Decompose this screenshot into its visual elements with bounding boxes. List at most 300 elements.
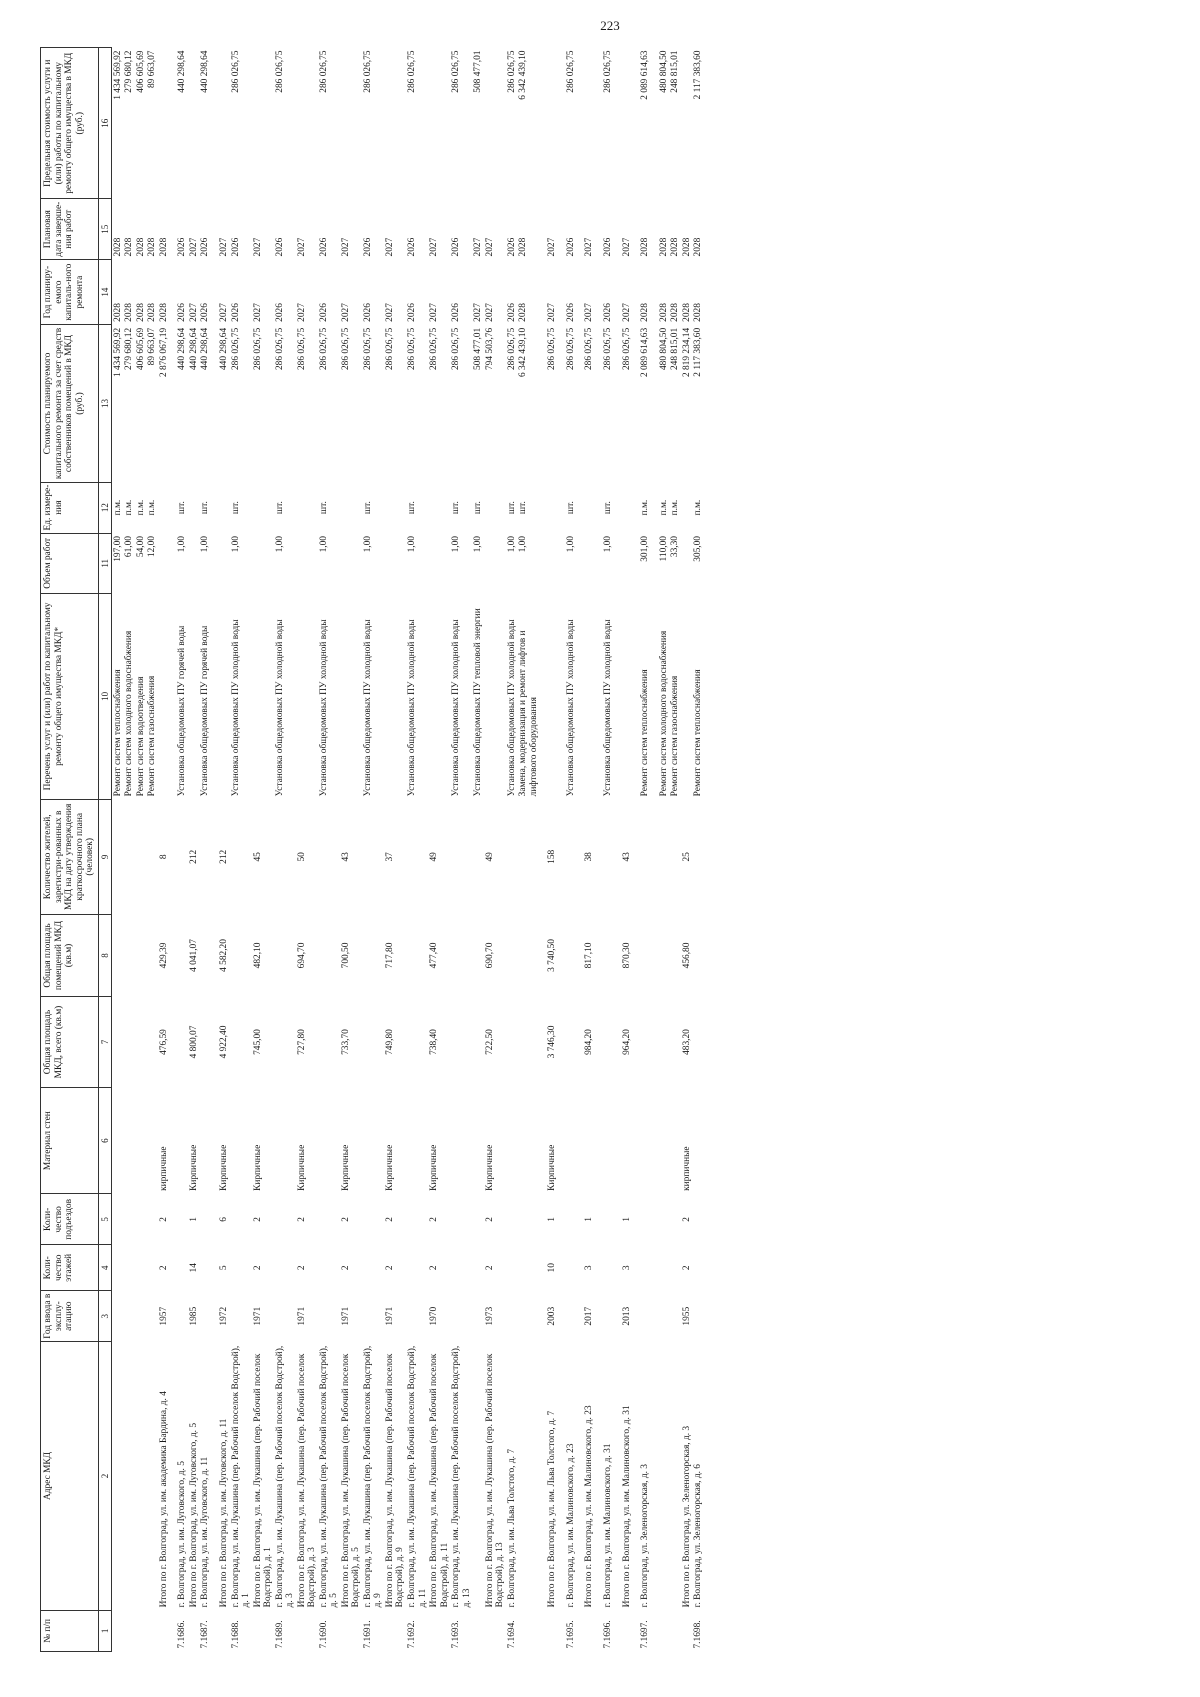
total-area-cell xyxy=(111,997,123,1088)
total-area-cell: 4 922,40 xyxy=(218,1025,229,1059)
header-row xyxy=(41,48,99,1652)
wall-material-cell xyxy=(111,1087,123,1194)
work-type-cell xyxy=(340,594,362,800)
cost-cell: 286 026,75 xyxy=(621,327,632,370)
residents-cell: 38 xyxy=(584,852,595,862)
limit-cost-cell: 286 026,75 xyxy=(602,50,613,93)
row-number: 7.1688. xyxy=(230,1620,241,1649)
column-number: 3 xyxy=(98,1291,111,1342)
unit-cell xyxy=(296,482,318,533)
floors-cell xyxy=(199,1245,211,1291)
planned-year-cell: 2026 xyxy=(407,303,418,322)
floors-cell xyxy=(472,1245,484,1291)
entrances-cell xyxy=(318,1194,340,1245)
total-area-cell xyxy=(450,997,472,1088)
address-cell xyxy=(651,1342,670,1611)
planned-year-cell: 2028 xyxy=(124,303,135,322)
entrances-cell xyxy=(692,1194,704,1245)
wall-material-cell: Кирпичные xyxy=(252,1144,263,1191)
work-type-cell xyxy=(484,594,506,800)
entrances-cell xyxy=(595,1194,614,1245)
entrances-cell: 2 xyxy=(340,1217,351,1222)
table-row xyxy=(252,48,274,1652)
work-type-cell xyxy=(428,594,450,800)
wall-material-cell xyxy=(230,1087,252,1194)
total-area-cell xyxy=(558,997,577,1088)
residents-cell: 212 xyxy=(188,849,199,864)
entrances-cell xyxy=(169,1194,188,1245)
row-number: 7.1695. xyxy=(565,1620,576,1649)
planned-year-cell: 2027 xyxy=(296,303,307,322)
limit-cost-cell xyxy=(614,48,633,199)
floors-cell xyxy=(230,1245,252,1291)
residents-cell xyxy=(472,799,484,914)
work-type-cell: Установка общедомовых ПУ холодной воды xyxy=(318,619,329,797)
residents-cell: 43 xyxy=(340,852,351,862)
work-type-cell: Ремонт систем теплоснабжения xyxy=(112,669,123,797)
address-cell: г. Волгоград, ул. им. Льва Толстого, д. 7 xyxy=(506,1448,517,1608)
table-row xyxy=(406,48,428,1652)
table-row xyxy=(428,48,450,1652)
table-row xyxy=(146,48,158,1652)
residents-cell xyxy=(123,799,135,914)
column-number: 11 xyxy=(98,533,111,594)
premises-area-cell xyxy=(274,914,296,996)
work-type-cell xyxy=(296,594,318,800)
table-row xyxy=(692,48,704,1652)
premises-area-cell: 694,70 xyxy=(296,942,307,969)
address-cell xyxy=(472,1342,484,1611)
table-row xyxy=(384,48,406,1652)
limit-cost-cell xyxy=(211,48,230,199)
volume-cell xyxy=(158,533,170,594)
unit-cell: шт. xyxy=(362,501,373,515)
floors-cell: 2 xyxy=(484,1265,495,1271)
premises-area-cell xyxy=(123,914,135,996)
residents-cell: 50 xyxy=(296,852,307,862)
wall-material-cell xyxy=(517,1087,539,1194)
total-area-cell xyxy=(135,997,147,1088)
planned-year-cell: 2026 xyxy=(177,303,188,322)
premises-area-cell xyxy=(146,914,158,996)
year-cell xyxy=(472,1291,484,1342)
work-type-cell: Установка общедомовых ПУ холодной воды xyxy=(407,619,418,797)
completion-year-cell: 2027 xyxy=(584,237,595,257)
column-number: 15 xyxy=(98,199,111,260)
premises-area-cell xyxy=(450,914,472,996)
limit-cost-cell xyxy=(296,48,318,199)
premises-area-cell: 429,39 xyxy=(158,942,169,969)
planned-year-cell: 2027 xyxy=(340,303,351,322)
table-header xyxy=(41,48,112,1652)
residents-cell xyxy=(111,799,123,914)
table-row xyxy=(274,48,296,1652)
total-area-cell xyxy=(318,997,340,1088)
table-row xyxy=(576,48,595,1652)
address-cell: Итого по г. Волгоград, ул. им. Малиновского, д. 31 xyxy=(621,1405,632,1608)
completion-year-cell: 2027 xyxy=(473,237,484,257)
address-cell: г. Волгоград, ул. им. Лукашина (пер. Рабочий поселок Водстрой), д. 3 xyxy=(274,1345,296,1608)
address-cell xyxy=(669,1342,681,1611)
volume-cell xyxy=(296,533,318,594)
row-number xyxy=(484,1610,506,1651)
residents-cell: 45 xyxy=(252,852,263,862)
unit-cell: шт. xyxy=(565,501,576,515)
column-number: 9 xyxy=(98,799,111,914)
year-cell: 1971 xyxy=(296,1306,307,1326)
premises-area-cell xyxy=(199,914,211,996)
work-type-cell: Установка общедомовых ПУ холодной воды xyxy=(274,619,285,797)
total-area-cell xyxy=(169,997,188,1088)
work-type-cell: Установка общедомовых ПУ холодной воды xyxy=(451,619,462,797)
residents-cell xyxy=(669,799,681,914)
premises-area-cell xyxy=(472,914,484,996)
rotated-table-container xyxy=(40,47,1140,1652)
planned-year-cell: 2028 xyxy=(670,303,681,322)
row-number xyxy=(669,1610,681,1651)
total-area-cell xyxy=(632,997,651,1088)
wall-material-cell xyxy=(692,1087,704,1194)
table-row xyxy=(595,48,614,1652)
volume-cell xyxy=(340,533,362,594)
floors-cell xyxy=(632,1245,651,1291)
column-header: Объем работ xyxy=(41,533,99,594)
volume-cell xyxy=(614,533,633,594)
table-row xyxy=(296,48,318,1652)
residents-cell xyxy=(135,799,147,914)
year-cell xyxy=(362,1291,384,1342)
table-body xyxy=(111,48,703,1652)
table-row xyxy=(111,48,123,1652)
premises-area-cell: 717,80 xyxy=(384,942,395,969)
table-row xyxy=(188,48,200,1652)
year-cell: 1985 xyxy=(188,1306,199,1326)
total-area-cell: 722,50 xyxy=(484,1029,495,1055)
address-cell: Итого по г. Волгоград, ул. им. Льва Толстого, д. 7 xyxy=(547,1410,558,1608)
cost-cell: 286 026,75 xyxy=(296,327,307,370)
work-type-cell xyxy=(384,594,406,800)
volume-cell: 1,00 xyxy=(518,536,529,553)
limit-cost-cell: 286 026,75 xyxy=(451,50,462,93)
completion-year-cell: 2028 xyxy=(147,237,158,257)
entrances-cell xyxy=(230,1194,252,1245)
limit-cost-cell: 286 026,75 xyxy=(230,50,241,93)
residents-cell xyxy=(406,799,428,914)
year-cell xyxy=(230,1291,252,1342)
unit-cell xyxy=(211,482,230,533)
row-number xyxy=(681,1610,693,1651)
cost-cell: 440 298,64 xyxy=(218,327,229,370)
total-area-cell xyxy=(123,997,135,1088)
unit-cell: п.м. xyxy=(658,499,669,516)
completion-year-cell: 2028 xyxy=(124,237,135,257)
limit-cost-cell: 480 804,50 xyxy=(658,50,669,93)
limit-cost-cell: 2 089 614,63 xyxy=(640,50,651,100)
cost-cell: 286 026,75 xyxy=(362,327,373,370)
work-type-cell: Установка общедомовых ПУ холодной воды xyxy=(362,619,373,797)
wall-material-cell xyxy=(632,1087,651,1194)
volume-cell: 1,00 xyxy=(200,536,211,553)
floors-cell xyxy=(146,1245,158,1291)
year-cell: 1971 xyxy=(252,1306,263,1326)
row-number: 7.1696. xyxy=(602,1620,613,1649)
column-number-row xyxy=(98,48,111,1652)
premises-area-cell: 4 041,07 xyxy=(188,939,199,972)
limit-cost-cell: 286 026,75 xyxy=(407,50,418,93)
floors-cell xyxy=(450,1245,472,1291)
unit-cell: п.м. xyxy=(670,499,681,516)
entrances-cell: 1 xyxy=(547,1217,558,1222)
work-type-cell: Ремонт систем водоотведения xyxy=(135,676,146,797)
address-cell: Итого по г. Волгоград, ул. им. Лукашина (пер. Рабочий поселок Водстрой), д. 3 xyxy=(296,1353,318,1608)
volume-cell xyxy=(681,533,693,594)
wall-material-cell xyxy=(199,1087,211,1194)
limit-cost-cell: 248 815,01 xyxy=(670,50,681,93)
entrances-cell: 2 xyxy=(384,1217,395,1222)
wall-material-cell xyxy=(274,1087,296,1194)
limit-cost-cell xyxy=(576,48,595,199)
year-cell: 2017 xyxy=(584,1306,595,1326)
completion-year-cell: 2026 xyxy=(506,237,517,257)
work-type-cell: Ремонт систем теплоснабжения xyxy=(693,669,704,797)
cost-cell: 286 026,75 xyxy=(230,327,241,370)
planned-year-cell: 2028 xyxy=(147,303,158,322)
column-header: Ед. измере-ния xyxy=(41,482,99,533)
row-number xyxy=(135,1610,147,1651)
completion-year-cell: 2026 xyxy=(318,237,329,257)
column-number: 1 xyxy=(98,1610,111,1651)
total-area-cell xyxy=(230,997,252,1088)
wall-material-cell xyxy=(595,1087,614,1194)
column-number: 13 xyxy=(98,325,111,482)
unit-cell xyxy=(614,482,633,533)
cost-cell: 286 026,75 xyxy=(584,327,595,370)
residents-cell xyxy=(506,799,518,914)
completion-year-cell: 2028 xyxy=(112,237,123,257)
year-cell xyxy=(199,1291,211,1342)
residents-cell xyxy=(651,799,670,914)
premises-area-cell: 482,10 xyxy=(252,942,263,969)
unit-cell: шт. xyxy=(230,501,241,515)
premises-area-cell: 690,70 xyxy=(484,942,495,969)
year-cell xyxy=(450,1291,472,1342)
cost-cell: 286 026,75 xyxy=(602,327,613,370)
unit-cell xyxy=(158,482,170,533)
residents-cell: 49 xyxy=(484,852,495,862)
row-number: 7.1691. xyxy=(362,1620,373,1649)
year-cell: 1971 xyxy=(340,1306,351,1326)
column-header: Плановая дата заверше-ния работ xyxy=(41,199,99,260)
table-row xyxy=(318,48,340,1652)
wall-material-cell xyxy=(146,1087,158,1194)
column-header: № п/п xyxy=(41,1610,99,1651)
planned-year-cell: 2026 xyxy=(200,303,211,322)
table-row xyxy=(614,48,633,1652)
row-number: 7.1690. xyxy=(318,1620,329,1649)
volume-cell: 1,00 xyxy=(177,536,188,553)
address-cell: г. Волгоград, ул. им. Лукашина (пер. Рабочий поселок Водстрой), д. 13 xyxy=(451,1345,472,1608)
floors-cell xyxy=(651,1245,670,1291)
wall-material-cell: Кирпичные xyxy=(340,1144,351,1191)
floors-cell xyxy=(595,1245,614,1291)
floors-cell xyxy=(517,1245,539,1291)
residents-cell xyxy=(632,799,651,914)
total-area-cell: 476,59 xyxy=(158,1029,169,1055)
completion-year-cell: 2028 xyxy=(693,237,704,257)
table-row xyxy=(651,48,670,1652)
premises-area-cell xyxy=(558,914,577,996)
entrances-cell xyxy=(506,1194,518,1245)
limit-cost-cell: 2 117 383,60 xyxy=(693,50,704,100)
address-cell xyxy=(517,1342,539,1611)
planned-year-cell: 2027 xyxy=(188,303,199,322)
premises-area-cell: 4 582,20 xyxy=(218,939,229,972)
row-number xyxy=(428,1610,450,1651)
planned-year-cell: 2028 xyxy=(681,303,692,322)
completion-year-cell: 2026 xyxy=(177,237,188,257)
floors-cell xyxy=(692,1245,704,1291)
planned-year-cell: 2027 xyxy=(218,303,229,322)
completion-year-cell: 2028 xyxy=(670,237,681,257)
column-header: Общая площадь помещений МКД (кв.м) xyxy=(41,914,99,996)
year-cell xyxy=(558,1291,577,1342)
planned-year-cell: 2027 xyxy=(584,303,595,322)
wall-material-cell: Кирпичные xyxy=(296,1144,307,1191)
residents-cell xyxy=(169,799,188,914)
work-type-cell xyxy=(211,594,230,800)
residents-cell xyxy=(558,799,577,914)
work-type-cell xyxy=(158,594,170,800)
row-number: 7.1686. xyxy=(177,1620,188,1649)
volume-cell xyxy=(211,533,230,594)
column-number: 2 xyxy=(98,1342,111,1611)
column-header: Предельная стоимость услуги и (или) работы по капитальному ремонту общего имущества в МКД (руб.) xyxy=(41,48,99,199)
column-header: Общая площадь МКД, всего (кв.м) xyxy=(41,997,99,1088)
premises-area-cell: 3 740,50 xyxy=(547,939,558,972)
address-cell: г. Волгоград, ул. им. Малиновского, д. 31 xyxy=(602,1443,613,1608)
volume-cell: 61,00 xyxy=(124,536,135,558)
work-type-cell xyxy=(539,594,558,800)
cost-cell: 286 026,75 xyxy=(384,327,395,370)
work-type-cell: Установка общедомовых ПУ холодной воды xyxy=(506,619,517,797)
floors-cell: 2 xyxy=(296,1265,307,1271)
planned-year-cell: 2028 xyxy=(135,303,146,322)
volume-cell: 1,00 xyxy=(318,536,329,553)
premises-area-cell xyxy=(318,914,340,996)
cost-cell: 2 819 234,14 xyxy=(681,327,692,378)
limit-cost-cell xyxy=(384,48,406,199)
address-cell: Итого по г. Волгоград, ул. им. Луговского, д. 11 xyxy=(218,1418,229,1608)
entrances-cell xyxy=(362,1194,384,1245)
entrances-cell xyxy=(651,1194,670,1245)
completion-year-cell: 2028 xyxy=(681,237,692,257)
wall-material-cell: Кирпичные xyxy=(547,1144,558,1191)
total-area-cell xyxy=(199,997,211,1088)
work-type-cell: Ремонт систем газоснабжения xyxy=(147,675,158,797)
volume-cell: 110,00 xyxy=(658,536,669,562)
cost-cell: 440 298,64 xyxy=(188,327,199,370)
work-type-cell: Установка общедомовых ПУ тепловой энергии xyxy=(473,608,484,797)
volume-cell xyxy=(188,533,200,594)
limit-cost-cell: 279 680,12 xyxy=(124,50,135,93)
column-number: 16 xyxy=(98,48,111,199)
row-number xyxy=(472,1610,484,1651)
year-cell xyxy=(406,1291,428,1342)
year-cell xyxy=(123,1291,135,1342)
unit-cell: п.м. xyxy=(124,499,135,516)
completion-year-cell: 2026 xyxy=(407,237,418,257)
wall-material-cell xyxy=(362,1087,384,1194)
row-number: 7.1692. xyxy=(407,1620,418,1649)
total-area-cell: 984,20 xyxy=(584,1029,595,1055)
unit-cell xyxy=(484,482,506,533)
wall-material-cell xyxy=(506,1087,518,1194)
total-area-cell: 3 746,30 xyxy=(547,1025,558,1059)
row-number xyxy=(539,1610,558,1651)
row-number: 7.1689. xyxy=(274,1620,285,1649)
row-number xyxy=(614,1610,633,1651)
year-cell: 1972 xyxy=(218,1306,229,1326)
row-number: 7.1693. xyxy=(451,1620,462,1649)
year-cell: 2003 xyxy=(547,1306,558,1326)
total-area-cell: 483,20 xyxy=(681,1029,692,1055)
year-cell xyxy=(169,1291,188,1342)
premises-area-cell xyxy=(692,914,704,996)
completion-year-cell: 2027 xyxy=(621,237,632,257)
completion-year-cell: 2026 xyxy=(451,237,462,257)
entrances-cell xyxy=(450,1194,472,1245)
planned-year-cell: 2028 xyxy=(112,303,123,322)
column-header: Стоимость планируемого капитального ремонта за счет средств собственников помещений в МКД (руб.) xyxy=(41,325,99,482)
wall-material-cell xyxy=(318,1087,340,1194)
completion-year-cell: 2027 xyxy=(429,237,440,257)
column-number: 4 xyxy=(98,1245,111,1291)
residents-cell: 158 xyxy=(547,849,558,864)
year-cell: 1955 xyxy=(681,1306,692,1326)
entrances-cell: 6 xyxy=(218,1217,229,1222)
planned-year-cell: 2026 xyxy=(230,303,241,322)
table-row xyxy=(632,48,651,1652)
limit-cost-cell xyxy=(681,48,693,199)
completion-year-cell: 2026 xyxy=(602,237,613,257)
address-cell: Итого по г. Волгоград, ул. им. Лукашина (пер. Рабочий поселок Водстрой), д. 9 xyxy=(384,1353,406,1608)
page-number: 223 xyxy=(600,18,620,33)
planned-year-cell: 2027 xyxy=(429,303,440,322)
floors-cell: 2 xyxy=(158,1265,169,1271)
total-area-cell xyxy=(692,997,704,1088)
total-area-cell xyxy=(651,997,670,1088)
premises-area-cell xyxy=(362,914,384,996)
planned-year-cell: 2026 xyxy=(506,303,517,322)
address-cell: г. Волгоград, ул. им. Лукашина (пер. Рабочий поселок Водстрой), д. 1 xyxy=(230,1345,252,1608)
column-number: 12 xyxy=(98,482,111,533)
planned-year-cell: 2026 xyxy=(362,303,373,322)
wall-material-cell: кирпичные xyxy=(681,1146,692,1191)
table-row xyxy=(362,48,384,1652)
unit-cell: п.м. xyxy=(135,499,146,516)
floors-cell xyxy=(111,1245,123,1291)
cost-cell: 286 026,75 xyxy=(565,327,576,370)
unit-cell: шт. xyxy=(407,501,418,515)
floors-cell xyxy=(274,1245,296,1291)
unit-cell: п.м. xyxy=(693,499,704,516)
cost-cell: 2 876 067,19 xyxy=(158,327,169,378)
wall-material-cell xyxy=(576,1087,595,1194)
planned-year-cell: 2027 xyxy=(547,303,558,322)
entrances-cell xyxy=(199,1194,211,1245)
completion-year-cell: 2027 xyxy=(340,237,351,257)
column-number: 8 xyxy=(98,914,111,996)
